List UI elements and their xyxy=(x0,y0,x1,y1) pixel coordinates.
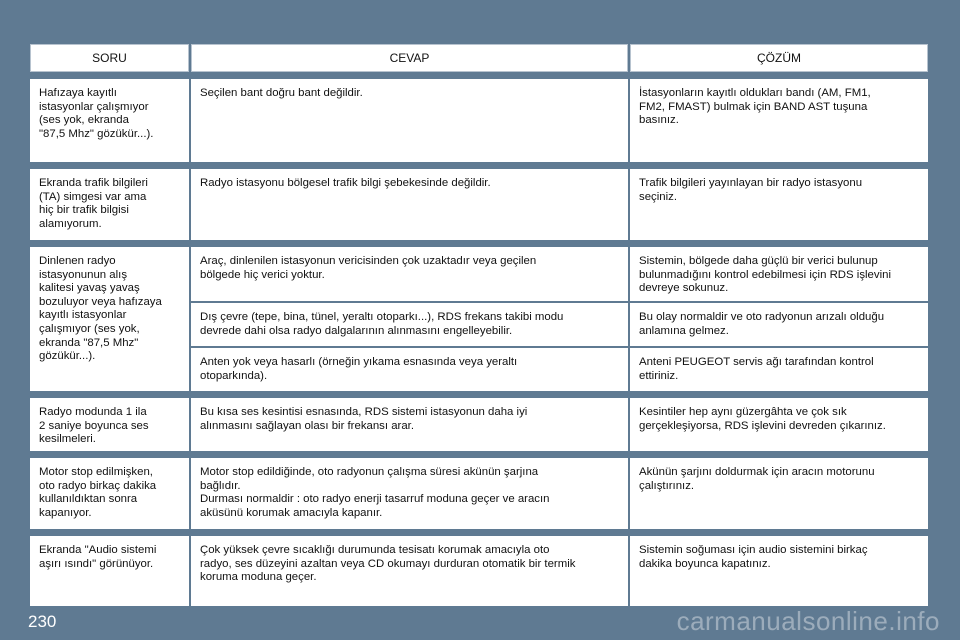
solution-cell: Akünün şarjını doldurmak için aracın motorunu çalıştırınız. xyxy=(630,458,928,529)
answer-cell: Araç, dinlenilen istasyonun vericisinden çok uzaktadır veya geçilen bölgede hiç verici yoktur. xyxy=(191,247,628,301)
page-number: 230 xyxy=(28,612,57,631)
answer-cell: Dış çevre (tepe, bina, tünel, yeraltı otoparkı...), RDS frekans takibi modu devrede dahi olsa radyo dalgalarının alınmasını engelleyebilir. xyxy=(191,303,628,346)
solution-cell: Sistemin soğuması için audio sistemini birkaç dakika boyunca kapatınız. xyxy=(630,536,928,606)
answer-cell: Çok yüksek çevre sıcaklığı durumunda tesisatı korumak amacıyla oto radyo, ses düzeyini azaltan veya CD okumayı durduran otomatik bir termik koruma moduna geçer. xyxy=(191,536,628,606)
answer-cell: Radyo istasyonu bölgesel trafik bilgi şebekesinde değildir. xyxy=(191,169,628,240)
solution-cell: Kesintiler hep aynı güzergâhta ve çok sık gerçekleşiyorsa, RDS işlevini devreden çıkarınız. xyxy=(630,398,928,451)
watermark: carmanualsonline.info xyxy=(676,606,940,636)
answer-cell: Seçilen bant doğru bant değildir. xyxy=(191,79,628,162)
question-cell: Hafızaya kayıtlı istasyonlar çalışmıyor (ses yok, ekranda "87,5 Mhz" gözükür...). xyxy=(30,79,189,162)
question-cell: Dinlenen radyo istasyonunun alış kalitesi yavaş yavaş bozuluyor veya hafızaya kayıtlı istasyonlar çalışmıyor (ses yok, ekranda "87,5 Mhz" gözükür...). xyxy=(30,247,189,391)
answer-cell: Bu kısa ses kesintisi esnasında, RDS sistemi istasyonun daha iyi alınmasını sağlayan olası bir frekansı arar. xyxy=(191,398,628,451)
solution-cell: Sistemin, bölgede daha güçlü bir verici bulunup bulunmadığını kontrol edebilmesi için RDS işlevini devreye sokunuz. xyxy=(630,247,928,301)
header-cozum: ÇÖZÜM xyxy=(630,44,928,72)
question-cell: Ekranda trafik bilgileri (TA) simgesi var ama hiç bir trafik bilgisi alamıyorum. xyxy=(30,169,189,240)
answer-cell: Motor stop edildiğinde, oto radyonun çalışma süresi akünün şarjına bağlıdır. Durması normaldir : oto radyo enerji tasarruf moduna geçer ve aracın aküsünü korumak amacıyla kapanır. xyxy=(191,458,628,529)
solution-cell: Bu olay normaldir ve oto radyonun arızalı olduğu anlamına gelmez. xyxy=(630,303,928,346)
header-soru: SORU xyxy=(30,44,189,72)
solution-cell: İstasyonların kayıtlı oldukları bandı (AM, FM1, FM2, FMAST) bulmak için BAND AST tuşuna basınız. xyxy=(630,79,928,162)
question-cell: Radyo modunda 1 ila 2 saniye boyunca ses kesilmeleri. xyxy=(30,398,189,451)
header-cevap: CEVAP xyxy=(191,44,628,72)
answer-cell: Anten yok veya hasarlı (örneğin yıkama esnasında veya yeraltı otoparkında). xyxy=(191,348,628,391)
solution-cell: Trafik bilgileri yayınlayan bir radyo istasyonu seçiniz. xyxy=(630,169,928,240)
solution-cell: Anteni PEUGEOT servis ağı tarafından kontrol ettiriniz. xyxy=(630,348,928,391)
question-cell: Motor stop edilmişken, oto radyo birkaç dakika kullanıldıktan sonra kapanıyor. xyxy=(30,458,189,529)
question-cell: Ekranda "Audio sistemi aşırı ısındı" görünüyor. xyxy=(30,536,189,606)
